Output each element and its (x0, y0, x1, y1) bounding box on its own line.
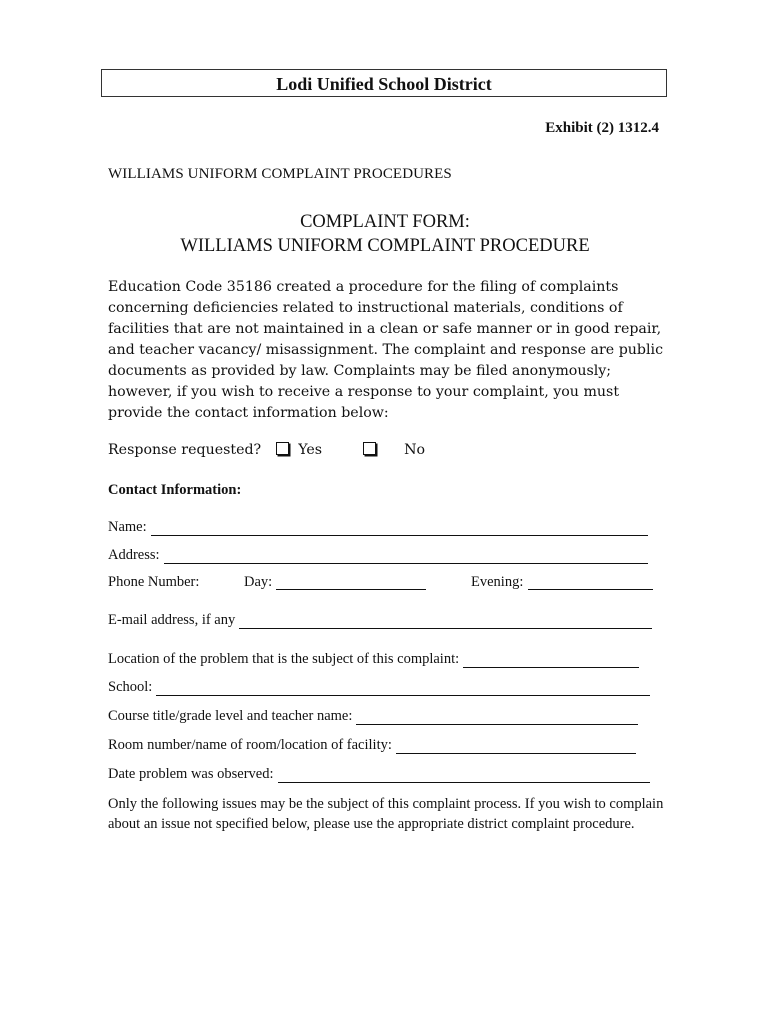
location-field-row (108, 651, 639, 668)
school-field-row (108, 679, 650, 696)
course-input-line[interactable] (356, 710, 638, 725)
date-observed-input-line[interactable] (278, 768, 650, 783)
name-input-line[interactable] (151, 521, 648, 536)
evening-phone-input-line[interactable] (528, 589, 653, 590)
email-input-line[interactable] (239, 614, 652, 629)
section-heading: WILLIAMS UNIFORM COMPLAINT PROCEDURES (108, 166, 452, 182)
address-input-line[interactable] (164, 549, 648, 564)
course-field-row (108, 708, 638, 725)
email-label: E-mail address, if any (108, 612, 236, 628)
course-label: Course title/grade level and teacher name: (108, 708, 353, 724)
name-field-row (108, 519, 648, 536)
school-label: School: (108, 679, 153, 695)
day-label: Day: (244, 574, 273, 590)
day-phone-input-line[interactable] (276, 589, 426, 590)
address-field-row (108, 547, 648, 564)
intro-paragraph: Education Code 35186 created a procedure for the filing of complaints concerning deficiencies related to instructional materials, conditions of facilities that are not maintained in a clean or safe manner or in good repair, and teacher vacancy/ misassignment. The complaint and response are public documents as provided by law. Complaints may be filed anonymously; however, if you wish to receive a response to your complaint, you must provide the contact information below: (108, 279, 664, 421)
email-field-row (108, 612, 652, 629)
yes-checkbox[interactable] (276, 442, 289, 455)
form-title-line-1: COMPLAINT FORM: (300, 212, 470, 232)
form-title-line-2: WILLIAMS UNIFORM COMPLAINT PROCEDURE (180, 236, 590, 256)
date-observed-label: Date problem was observed: (108, 766, 274, 782)
school-input-line[interactable] (156, 681, 650, 696)
response-requested-label: Response requested? (108, 442, 262, 458)
no-option-label: No (404, 442, 426, 458)
name-label: Name: (108, 519, 147, 535)
evening-label: Evening: (471, 574, 524, 590)
response-requested-row (108, 442, 425, 458)
district-name-header: Lodi Unified School District (101, 69, 667, 97)
no-checkbox[interactable] (363, 442, 376, 455)
room-field-row (108, 737, 636, 754)
yes-option-label: Yes (298, 442, 323, 458)
location-label: Location of the problem that is the subject of this complaint: (108, 651, 460, 667)
location-input-line[interactable] (463, 653, 639, 668)
address-label: Address: (108, 547, 160, 563)
date-field-row (108, 766, 650, 783)
room-label: Room number/name of room/location of facility: (108, 737, 392, 753)
contact-information-label: Contact Information: (108, 482, 242, 498)
phone-number-label: Phone Number: (108, 574, 200, 590)
room-input-line[interactable] (396, 739, 636, 754)
form-title (0, 210, 770, 258)
exhibit-number: Exhibit (2) 1312.4 (545, 120, 659, 136)
closing-paragraph: Only the following issues may be the subject of this complaint process. If you wish to complain about an issue not specified below, please use the appropriate district complaint procedure. (108, 796, 664, 832)
